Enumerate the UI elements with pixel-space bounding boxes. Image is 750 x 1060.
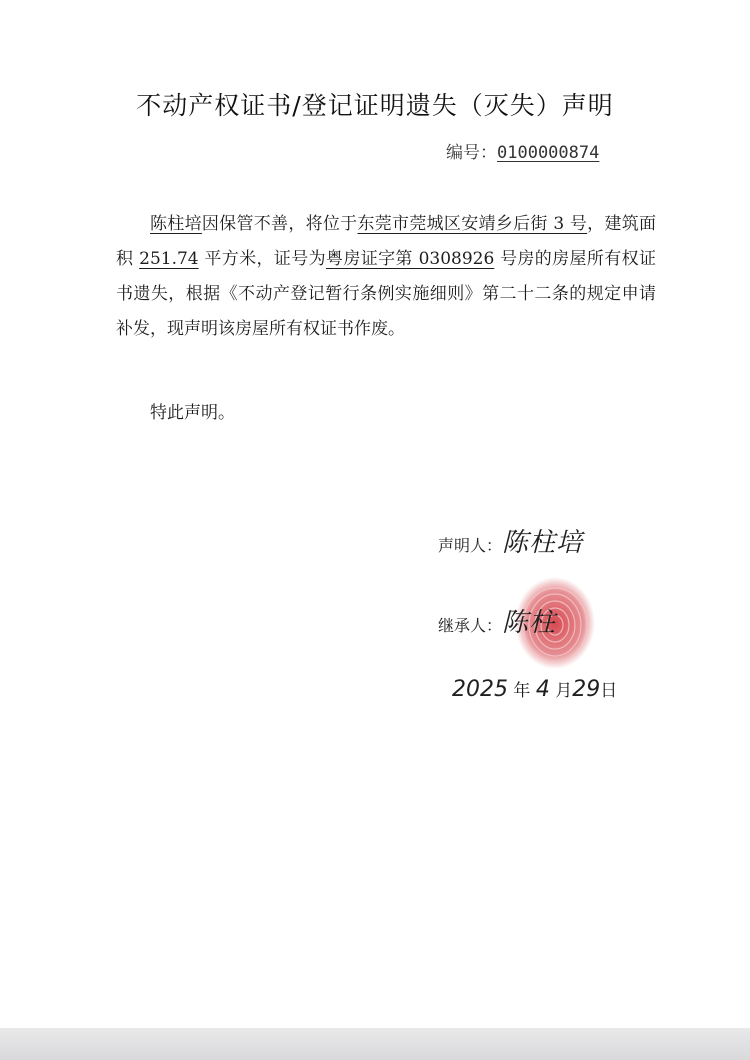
- date-year-unit: 年: [513, 681, 531, 701]
- statement-body: [116, 207, 656, 347]
- property-address: 东莞市莞城区安靖乡后街 3 号: [357, 214, 588, 234]
- declarant-label: 声明人：: [438, 536, 503, 555]
- body-segment-3: 平方米，证号为: [198, 249, 326, 269]
- date-year: 2025: [452, 677, 508, 702]
- date-day: 29: [572, 677, 601, 702]
- declarant-row: [438, 522, 583, 559]
- building-area: 251.74: [139, 249, 199, 269]
- date-month: 4: [535, 677, 550, 702]
- certificate-number: 粤房证字第 0308926: [325, 249, 495, 269]
- owner-name: 陈柱培: [150, 214, 202, 234]
- date-month-unit: 月: [555, 681, 573, 701]
- heir-label: 继承人：: [438, 616, 503, 635]
- heir-signature: 陈柱: [502, 608, 557, 638]
- statement-paragraph: [116, 207, 656, 347]
- date-day-unit: 日: [600, 681, 618, 701]
- declarant-signature: 陈柱培: [502, 528, 584, 558]
- body-segment-1: 因保管不善，将位于: [201, 214, 358, 234]
- heir-row: [438, 602, 556, 639]
- document-title: 不动产权证书/登记证明遗失（灭失）声明: [136, 91, 614, 120]
- number-label: 编号：: [446, 143, 497, 163]
- body-segment-4: 号房的房屋所有权证书遗失，根据《不动产登记暂行条例实施细则》第二十二条的规定申请补发，现声明该房屋所有权证书作废。: [116, 249, 657, 339]
- body-segment-2: ，建筑面积: [116, 214, 657, 269]
- signing-date: [452, 676, 617, 702]
- document-number: [446, 138, 599, 163]
- closing-text: 特此声明。: [150, 403, 235, 423]
- number-value: 0100000874: [497, 143, 600, 163]
- scanner-bottom-edge: [0, 1028, 750, 1060]
